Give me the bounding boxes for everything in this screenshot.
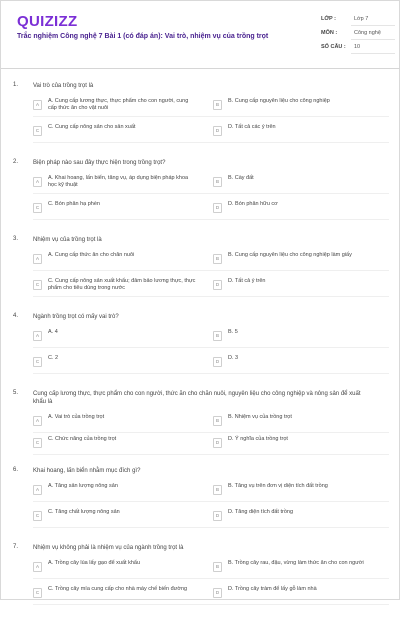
question-2 [1,155,400,232]
option-letter-box: A [33,485,42,495]
question-1 [1,78,400,155]
option-letter-box: B [213,177,222,187]
option-letter-box: A [33,177,42,187]
answer-option-c[interactable] [33,124,201,138]
option-separator [33,454,389,455]
meta-underline [351,25,395,26]
option-letter-box: D [213,203,222,213]
option-text: B. Cung cấp nguyên liệu cho công nghiệp [228,98,330,104]
answer-option-d[interactable] [213,278,381,292]
option-text: C. Tăng chất lượng nông sản [48,509,120,515]
option-text: C. Trồng cây mía cung cấp cho nhà máy chế biến đường [48,586,188,592]
answer-option-b[interactable] [213,414,381,428]
option-separator [33,501,389,502]
option-letter-box: B [213,254,222,264]
meta-underline [351,53,395,54]
option-letter-box: A [33,100,42,110]
answer-option-d[interactable] [213,586,381,600]
answer-option-c[interactable] [33,355,201,369]
option-separator [33,373,389,374]
meta-row-class [315,16,395,30]
answer-option-d[interactable] [213,124,381,138]
worksheet-title: Trắc nghiệm Công nghệ 7 Bài 1 (có đáp án): Vai trò, nhiệm vụ của trồng trọt [17,33,269,40]
meta-underline [351,39,395,40]
answer-option-b[interactable] [213,483,381,497]
option-text: D. 3 [228,355,239,361]
question-text: Biện pháp nào sau đây thực hiện trong trồng trọt? [33,160,166,166]
option-text: D. Trồng cây tràm để lấy gỗ làm nhà [228,586,317,592]
option-separator [33,270,389,271]
option-separator [33,604,389,605]
answer-option-b[interactable] [213,175,381,189]
option-letter-box: C [33,357,42,367]
worksheet-meta [315,16,395,58]
answer-option-d[interactable] [213,201,381,215]
option-letter-box: C [33,126,42,136]
answer-option-c[interactable] [33,436,201,450]
option-text: B. Tăng vụ trên đơn vị diện tích đất trồng [228,483,328,489]
option-text: B. Cày đất [228,175,254,181]
answer-option-b[interactable] [213,329,381,343]
answer-option-c[interactable] [33,201,201,215]
question-text: Cung cấp lương thực, thực phẩm cho con người, thức ăn cho chăn nuôi, nguyên liệu cho công nghiệp và nông sản để xuất khẩu là [33,391,361,405]
option-letter-box: B [213,562,222,572]
meta-value: Công nghệ [354,30,381,36]
option-letter-box: C [33,203,42,213]
option-text: A. Khai hoang, lấn biển, tăng vụ, áp dụng biện pháp khoa học kỹ thuật [48,175,189,188]
option-letter-box: D [213,588,222,598]
option-text: A. Cung cấp thức ăn cho chăn nuôi [48,252,135,258]
question-list [1,78,400,617]
option-letter-box: D [213,438,222,448]
option-text: C. Bón phân hạ phèn [48,201,100,207]
meta-row-count [315,44,395,58]
question-text: Nhiệm vụ không phải là nhiệm vụ của ngành trồng trọt là [33,545,184,551]
option-letter-box: D [213,357,222,367]
option-text: B. 5 [228,329,238,335]
meta-row-subject [315,30,395,44]
question-number: 2. [13,159,19,165]
option-letter-box: A [33,416,42,426]
answer-option-b[interactable] [213,252,381,266]
option-letter-box: B [213,331,222,341]
question-3 [1,232,400,309]
option-text: D. Tất cả ý trên [228,278,266,284]
option-text: B. Cung cấp nguyên liệu cho công nghiệp làm giấy [228,252,352,258]
question-number: 6. [13,467,19,473]
answer-option-b[interactable] [213,560,381,574]
option-text: D. Ý nghĩa của trồng trọt [228,436,288,442]
question-text: Khai hoang, lấn biển nhằm mục đích gì? [33,468,141,474]
question-number: 1. [13,82,19,88]
option-text: A. Trồng cây lúa lấy gạo để xuất khẩu [48,560,141,566]
option-letter-box: A [33,562,42,572]
meta-key: SỐ CÂU : [321,44,346,50]
option-letter-box: B [213,485,222,495]
answer-option-a[interactable] [33,252,201,266]
answer-option-a[interactable] [33,483,201,497]
question-text: Nhiệm vụ của trồng trọt là [33,237,102,243]
option-separator [33,142,389,143]
option-text: C. Cung cấp nông sản cho sản xuất [48,124,136,130]
meta-value: 10 [354,44,361,50]
option-separator [33,296,389,297]
question-text: Vai trò của trồng trọt là [33,83,94,89]
option-separator [33,527,389,528]
option-text: D. Bón phân hữu cơ [228,201,278,207]
option-separator [33,578,389,579]
question-text: Ngành trồng trọt có mấy vai trò? [33,314,119,320]
option-text: C. Chức năng của trồng trọt [48,436,117,442]
quizizz-logo: QUIZIZZ [17,13,78,30]
answer-option-c[interactable] [33,586,201,600]
meta-key: LỚP : [321,16,336,22]
answer-option-a[interactable] [33,414,201,428]
option-letter-box: B [213,416,222,426]
question-number: 7. [13,544,19,550]
answer-option-a[interactable] [33,175,201,189]
meta-key: MÔN : [321,30,338,36]
answer-option-c[interactable] [33,509,201,523]
option-separator [33,193,389,194]
option-text: D. Tăng diện tích đất trồng [228,509,294,515]
option-text: A. Vai trò của trồng trọt [48,414,105,420]
answer-option-a[interactable] [33,329,201,343]
option-text: A. Cung cấp lương thực, thực phẩm cho con người, cung cấp thức ăn cho vật nuôi [48,98,189,111]
question-number: 4. [13,313,19,319]
option-letter-box: A [33,254,42,264]
option-text: B. Nhiệm vụ của trồng trọt [228,414,292,420]
option-text: C. Cung cấp nông sản xuất khẩu; đảm bảo lương thực, thực phẩm cho tiêu dùng trong nước [48,278,196,291]
option-separator [33,219,389,220]
meta-value: Lớp 7 [354,16,369,22]
header-divider [1,68,400,69]
question-number: 3. [13,236,19,242]
option-text: A. 4 [48,329,58,335]
option-letter-box: A [33,331,42,341]
option-letter-box: C [33,280,42,290]
option-letter-box: C [33,438,42,448]
question-7 [1,540,400,617]
option-text: A. Tăng sản lượng nông sản [48,483,118,489]
option-text: D. Tất cả các ý trên [228,124,276,130]
answer-option-d[interactable] [213,355,381,369]
answer-option-c[interactable] [33,278,201,292]
question-6 [1,463,400,540]
option-separator [33,432,389,433]
answer-option-a[interactable] [33,560,201,574]
option-letter-box: C [33,511,42,521]
question-5 [1,386,400,463]
option-separator [33,116,389,117]
option-letter-box: D [213,126,222,136]
option-letter-box: D [213,511,222,521]
option-letter-box: B [213,100,222,110]
answer-option-d[interactable] [213,436,381,450]
answer-option-b[interactable] [213,98,381,112]
worksheet-header [1,1,400,71]
option-separator [33,347,389,348]
option-text: B. Trồng cây rau, đậu, vừng làm thức ăn cho con người [228,560,364,566]
question-4 [1,309,400,386]
option-letter-box: D [213,280,222,290]
question-number: 5. [13,390,19,396]
answer-option-a[interactable] [33,98,201,112]
option-letter-box: C [33,588,42,598]
option-text: C. 2 [48,355,59,361]
answer-option-d[interactable] [213,509,381,523]
